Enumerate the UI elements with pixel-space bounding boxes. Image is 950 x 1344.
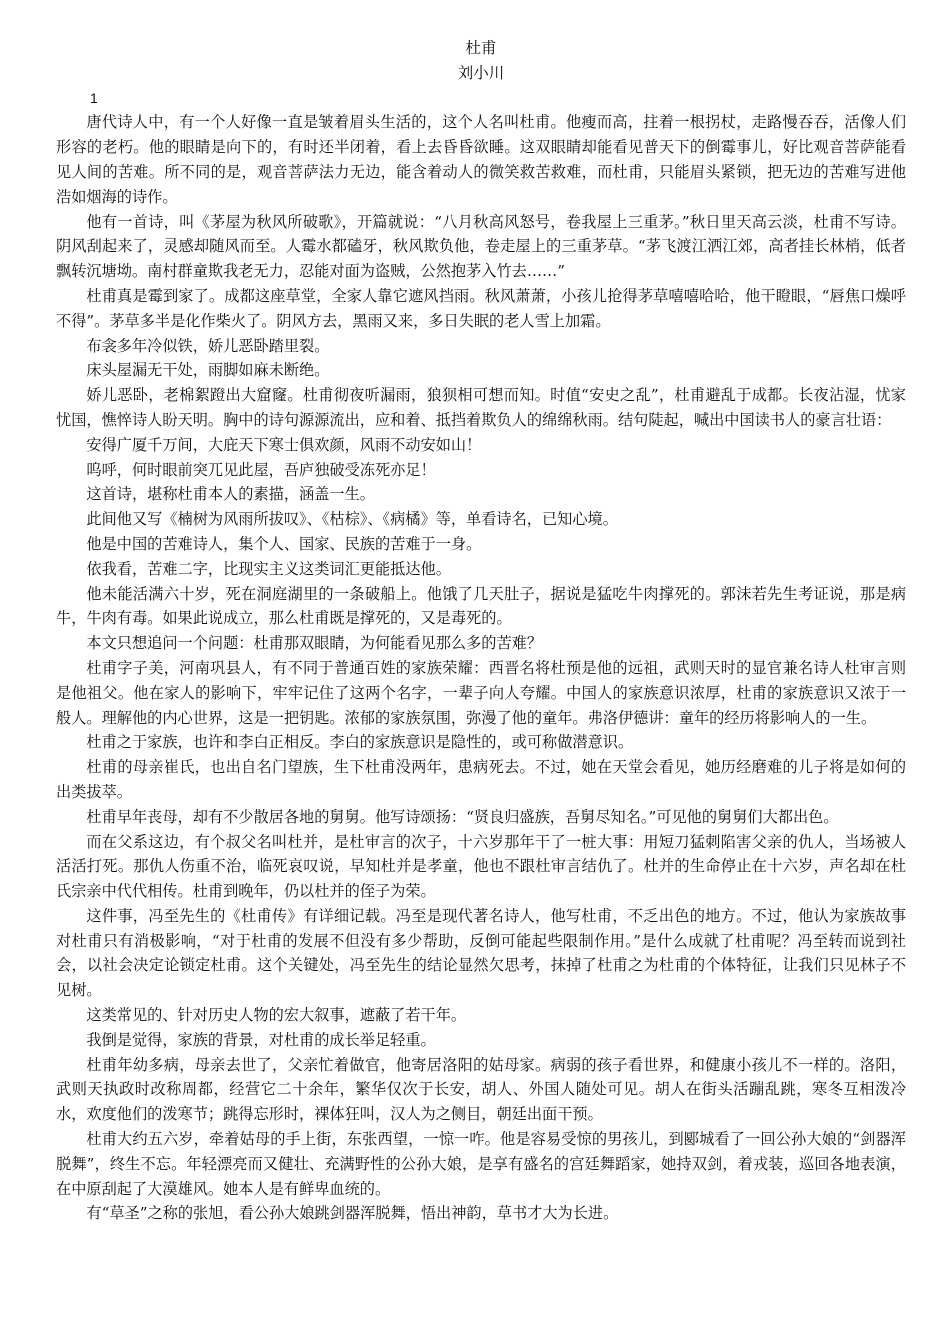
paragraph: 我倒是觉得，家族的背景，对杜甫的成长举足轻重。: [86, 1030, 436, 1049]
paragraph: 杜甫字子美，河南巩县人，有不同于普通百姓的家族荣耀：西晋名将杜预是他的远祖，武则天时的显官兼名诗人杜审言则是他祖父。他在家人的影响下，牢牢记住了这两个名字，一辈子向人夸耀。中国人的家族意识浓厚，杜甫的家族意识又浓于一般人。理解他的内心世界，这是一把钥匙。浓郁的家族氛围，弥漫了他的童年。弗洛伊德讲：童年的经历将影响人的一生。: [56, 658, 906, 727]
paragraph: 杜甫大约五六岁，牵着姑母的手上街，东张西望，一惊一咋。他是容易受惊的男孩儿，到郾城看了一回公孙大娘的“剑器浑脱舞”，终生不忘。年轻漂亮而又健壮、充满野性的公孙大娘，是享有盛名的宫廷舞蹈家，她持双剑，着戎装，巡回各地表演，在中原刮起了大漠雄风。她本人是有鲜卑血统的。: [56, 1130, 906, 1198]
paragraph: 床头屋漏无干处，雨脚如麻未断绝。: [86, 361, 330, 380]
paragraph: 他有一首诗，叫《茅屋为秋风所破歌》，开篇就说：“八月秋高风怒号，卷我屋上三重茅。”秋日里天高云淡，杜甫不写诗。阴风刮起来了，灵感却随风而至。人霉水都磕牙，秋风欺负他，卷走屋上的三重茅草。“茅飞渡江洒江郊，高者挂长林梢，低者飘转沉塘坳。南村群童欺我老无力，忍能对面为盗贼，公然抱茅入竹去……”: [56, 212, 906, 281]
paragraph: 而在父系这边，有个叔父名叫杜并，是杜审言的次子，十六岁那年干了一桩大事：用短刀猛刺陷害父亲的仇人，当场被人活活打死。那仇人伤重不治，临死哀叹说，早知杜并是孝童，他也不跟杜审言结仇了。杜并的生命停止在十六岁，声名却在杜氏宗亲中代代相传。杜甫到晚年，仍以杜并的侄子为荣。: [56, 832, 906, 901]
paragraph: 布衾多年冷似铁，娇儿恶卧踏里裂。: [86, 336, 330, 355]
paragraph: 这类常见的、针对历史人物的宏大叙事，遮蔽了若干年。: [86, 1006, 467, 1025]
paragraph: 杜甫的母亲崔氏，也出自名门望族，生下杜甫没两年，患病死去。不过，她在天堂会看见，她历经磨难的儿子将是如何的出类拔萃。: [56, 758, 906, 801]
paragraph: 本文只想追问一个问题：杜甫那双眼睛，为何能看见那么多的苦难？: [86, 634, 543, 653]
paragraph: 安得广厦千万间，大庇天下寒士俱欢颜，风雨不动安如山！: [86, 435, 482, 454]
author-name: 刘小川: [457, 63, 505, 82]
paragraph: 杜甫早年丧母，却有不少散居各地的舅舅。他写诗颂扬：“贤良归盛族，吾舅尽知名。”可见他的舅舅们大都出色。: [86, 807, 839, 826]
paragraph: 呜呼，何时眼前突兀见此屋，吾庐独破受冻死亦足！: [86, 460, 436, 479]
paragraph: 他未能活满六十岁，死在洞庭湖里的一条破船上。他饿了几天肚子，据说是猛吃牛肉撑死的。郭沫若先生考证说，那是病牛，牛肉有毒。如果此说成立，那么杜甫既是撑死的，又是毒死的。: [56, 584, 906, 628]
paragraph: 有“草圣”之称的张旭，看公孙大娘跳剑器浑脱舞，悟出神韵，草书才大为长进。: [86, 1204, 619, 1223]
paragraph: 此间他又写《楠树为风雨所拔叹》、《枯棕》、《病橘》等，单看诗名，已知心境。: [86, 510, 618, 529]
body-text: [56, 110, 906, 1226]
section-number: 1: [90, 89, 98, 106]
paragraph: 依我看，苦难二字，比现实主义这类词汇更能抵达他。: [86, 559, 451, 578]
paragraph: 唐代诗人中，有一个人好像一直是皱着眉头生活的，这个人名叫杜甫。他瘦而高，拄着一根拐杖，走路慢吞吞，活像人们形容的老朽。他的眼睛是向下的，有时还半闭着，看上去昏昏欲睡。这双眼睛却能看见普天下的倒霉事儿，好比观音菩萨能看见人间的苦难。所不同的是，观音菩萨法力无边，能含着动人的微笑救苦救难，而杜甫，只能眉头紧锁，把无边的苦难写进他浩如烟海的诗作。: [56, 113, 906, 206]
paragraph: 杜甫年幼多病，母亲去世了，父亲忙着做官，他寄居洛阳的姑母家。病弱的孩子看世界，和健康小孩儿不一样的。洛阳，武则天执政时改称周都，经营它二十余年，繁华仅次于长安，胡人、外国人随处可见。胡人在街头活蹦乱跳，寒冬互相泼冷水，欢度他们的泼寒节；跳得忘形时，裸体狂叫，汉人为之侧目，朝廷出面干预。: [56, 1055, 906, 1124]
paragraph: 他是中国的苦难诗人，集个人、国家、民族的苦难于一身。: [86, 534, 482, 553]
paragraph: 娇儿恶卧，老棉絮蹬出大窟窿。杜甫彻夜听漏雨，狼狈相可想而知。时值“安史之乱”，杜甫避乱于成都。长夜沾湿，忧家忧国，憔悴诗人盼天明。胸中的诗句源源流出，应和着、抵挡着欺负人的绵绵秋雨。结句陡起，喊出中国读书人的豪言壮语：: [56, 386, 906, 429]
paragraph: 杜甫之于家族，也许和李白正相反。李白的家族意识是隐性的，或可称做潜意识。: [86, 733, 634, 752]
paragraph: 这件事，冯至先生的《杜甫传》有详细记载。冯至是现代著名诗人，他写杜甫，不乏出色的地方。不过，他认为家族故事对杜甫只有消极影响，“对于杜甫的发展不但没有多少帮助，反倒可能起些限制作用。”是什么成就了杜甫呢？冯至转而说到社会，以社会决定论锁定杜甫。这个关键处，冯至先生的结论显然欠思考，抹掉了杜甫之为杜甫的个体特征，让我们只见林子不见树。: [56, 906, 906, 1000]
paragraph: 这首诗，堪称杜甫本人的素描，涵盖一生。: [86, 485, 375, 504]
article-title: 杜甫: [465, 39, 497, 57]
paragraph: 杜甫真是霉到家了。成都这座草堂，全家人靠它遮风挡雨。秋风萧萧，小孩儿抢得茅草嘻嘻哈哈，他干瞪眼，“唇焦口燥呼不得”。茅草多半是化作柴火了。阴风方去，黑雨又来，多日失眠的老人雪上加霜。: [56, 286, 906, 330]
